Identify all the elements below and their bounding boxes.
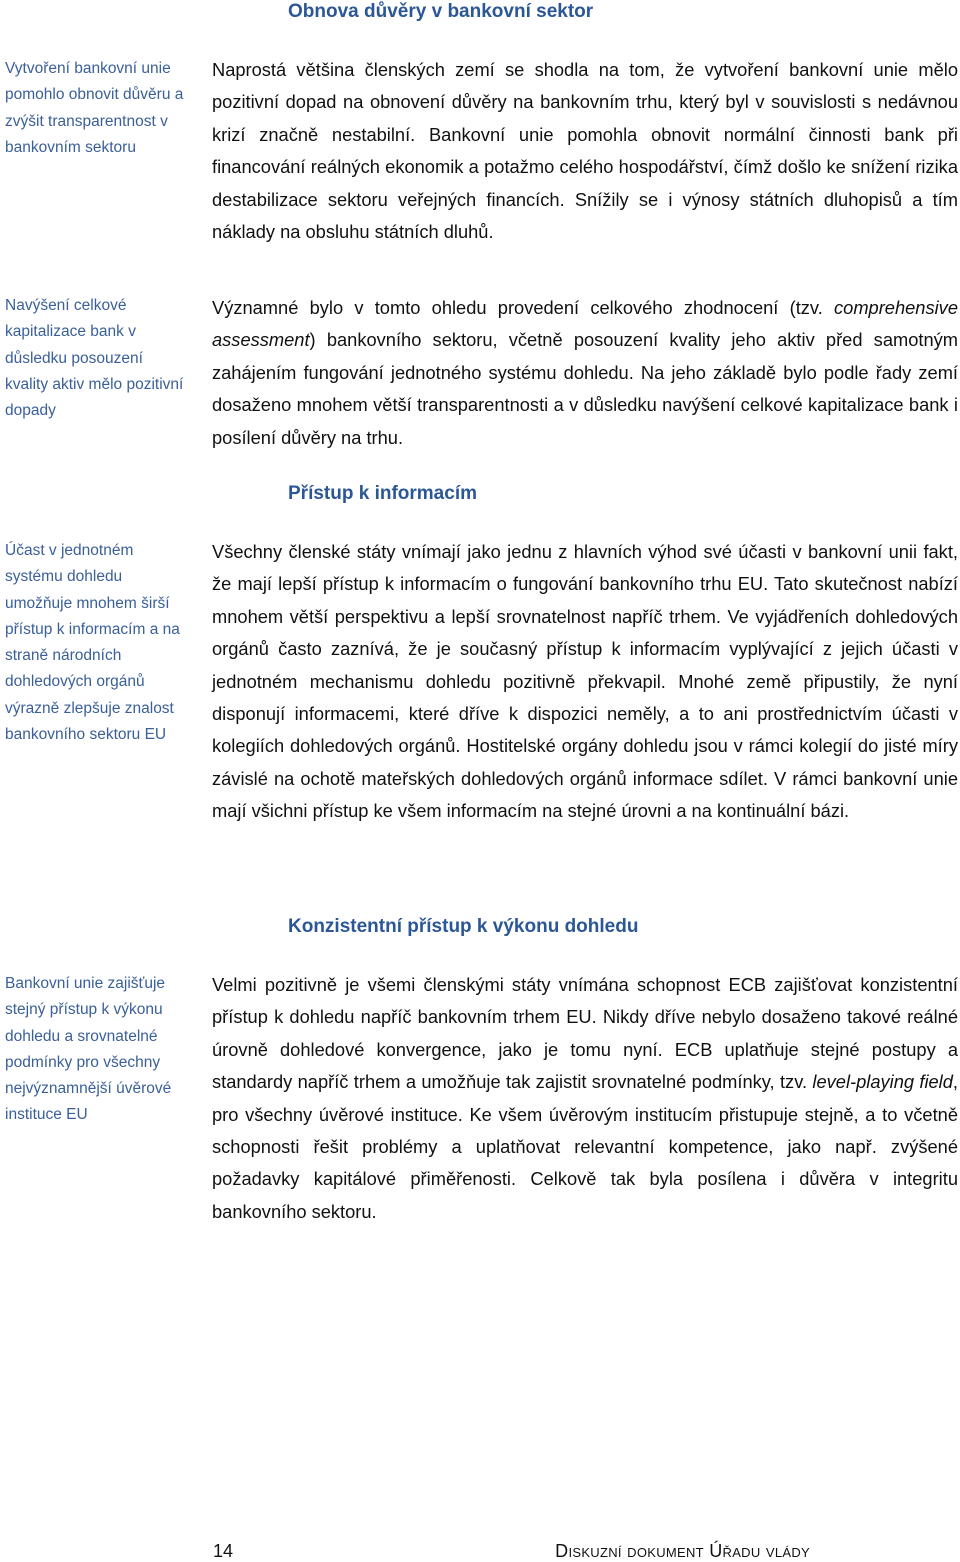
running-footer-title: Diskuzní dokument Úřadu vlády [555, 1541, 810, 1561]
margin-note-information: Účast v jednotném systému dohledu umožňuje mnohem širší přístup k informacím a na straně národních dohledových orgánů výrazně zlepšuje znalost bankovního sektoru EU [5, 542, 180, 744]
paragraph-capitalization: Významné bylo v tomto ohledu provedení celkového zhodnocení (tzv. comprehensive assessment) bankovního sektoru, včetně posouzení kvality jeho aktiv před samotným zahájením fungování jednotného systému dohledu. Na jeho základě bylo podle řady zemí dosaženo mnohem větší transparentnosti a v důsledku navýšení celkové kapitalizace bank i posílení důvěry na trhu. [212, 297, 958, 448]
margin-note-consistency: Bankovní unie zajišťuje stejný přístup k výkonu dohledu a srovnatelné podmínky pro všechny nejvýznamnější úvěrové instituce EU [5, 975, 172, 1124]
paragraph-information: Všechny členské státy vnímají jako jednu z hlavních výhod své účasti v bankovní unii fakt, že mají lepší přístup k informacím o fungování bankovního trhu EU. Tato skutečnost nabízí mnohem větší perspektivu a lepší srovnatelnost napříč trhem. Ve vyjádřeních dohledových orgánů často zaznívá, že je současný přístup k informacím vyplývající z jejich účasti v jednotném mechanismu dohledu pozitivně překvapil. Mnohé země připustily, že nyní disponují informacemi, které dříve k dispozici neměly, a to ani prostřednictvím účasti v kolegiích dohledových orgánů. Hostitelské orgány dohledu jsou v rámci kolegií do jisté míry závislé na ochotě mateřských dohledových orgánů informace sdílet. V rámci bankovní unie mají všichni přístup ke všem informacím na stejné úrovni a na kontinuální bázi. [212, 541, 958, 822]
section-heading-consistency: Konzistentní přístup k výkonu dohledu [288, 916, 639, 937]
term-comprehensive-assessment: comprehensive assessment [212, 297, 958, 351]
section-heading-trust: Obnova důvěry v bankovní sektor [288, 1, 594, 22]
margin-note-trust: Vytvoření bankovní unie pomohlo obnovit důvěru a zvýšit transparentnost v bankovním sektoru [5, 60, 184, 156]
paragraph-consistency: Velmi pozitivně je všemi členskými státy vnímána schopnost ECB zajišťovat konzistentní přístup k dohledu napříč bankovním trhem EU. Nikdy dříve nebylo dosaženo takové reálné úrovně dohledové konvergence, jako je tomu nyní. ECB uplatňuje stejné postupy a standardy napříč trhem a umožňuje tak zajistit srovnatelné podmínky, tzv. level-playing field, pro všechny úvěrové instituce. Ke všem úvěrovým institucím přistupuje stejně, a to včetně schopnosti řešit problémy a uplatňovat relevantní kompetence, jako např. zvýšené požadavky kapitálové přiměřenosti. Celkově tak byla posílena i důvěra v integritu bankovního sektoru. [212, 974, 958, 1222]
paragraph-trust: Naprostá většina členských zemí se shodla na tom, že vytvoření bankovní unie mělo pozitivní dopad na obnovení důvěry na bankovním trhu, který byl v souvislosti s nedávnou krizí značně nestabilní. Bankovní unie pomohla obnovit normální činnosti bank při financování reálných ekonomik a potažmo celého hospodářství, čímž došlo ke snížení rizika destabilizace sektoru veřejných financích. Snížily se i výnosy státních dluhopisů a tím náklady na obsluhu státních dluhů. [212, 59, 958, 243]
page-number: 14 [213, 1541, 234, 1561]
margin-note-capitalization: Navýšení celkové kapitalizace bank v důsledku posouzení kvality aktiv mělo pozitivní dopady [5, 297, 184, 420]
section-heading-information: Přístup k informacím [288, 483, 477, 504]
term-level-playing-field: level-playing field [812, 1071, 953, 1093]
